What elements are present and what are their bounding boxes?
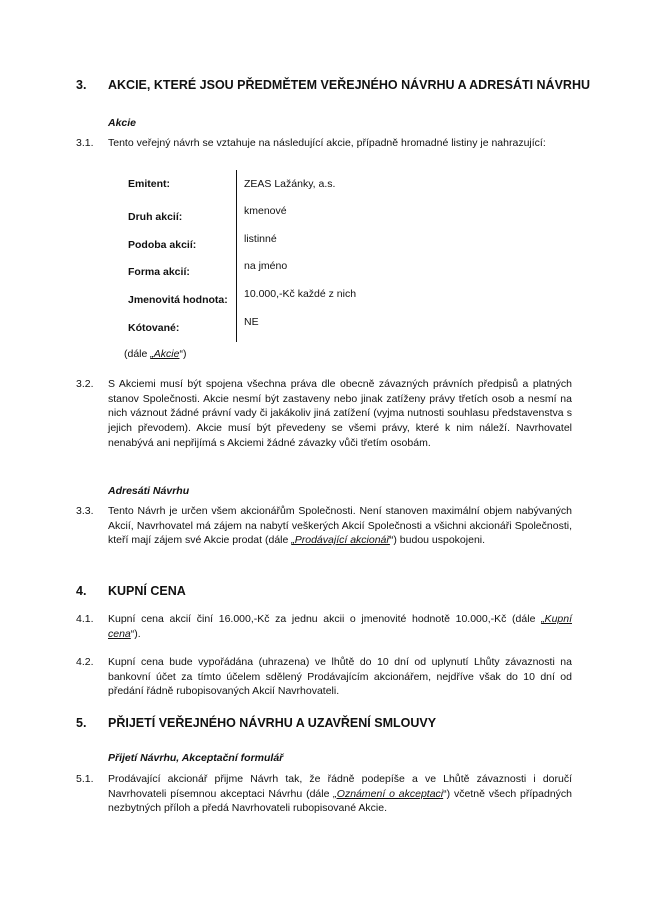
table-value-podoba: listinné (244, 233, 277, 245)
section-4-title: KUPNÍ CENA (108, 584, 186, 598)
section-3-number: 3. (76, 78, 87, 92)
paragraph-4-1-text-b: “). (130, 627, 141, 640)
paragraph-4-1-text (108, 612, 572, 641)
subheading-akcie: Akcie (108, 117, 137, 129)
paragraph-3-3-text (108, 504, 572, 548)
paragraph-4-2 (76, 655, 572, 699)
paragraph-5-1-text-b: “) včetně všech případných nezbytných příloh a předá Navrhovateli rubopisované Akcie. (108, 787, 573, 815)
paragraph-3-2 (76, 377, 572, 451)
table-value-emitent: ZEAS Lažánky, a.s. (244, 178, 336, 190)
paragraph-3-1 (76, 136, 572, 151)
section-5-number: 5. (76, 716, 87, 730)
table-value-kotovane: NE (244, 316, 259, 328)
paragraph-5-1-text-a: Prodávající akcionář přijme Návrh tak, že řádně podepíše a ve Lhůtě závaznosti i doručí Navrhovateli písemnou akceptaci Návrhu (dále (108, 773, 572, 800)
paragraph-4-2-text: Kupní cena bude vypořádána (uhrazena) ve lhůtě do 10 dní od uplynutí Lhůty závaznosti na bankovní účet za tímto účelem sdělený Prodávajícím akcionářem, nejdříve však do 10 dní od předání řádně rubopisovaných Akcií Navrhovateli. (108, 656, 572, 698)
paragraph-3-3-text-b: “) budou uspokojeni. (389, 534, 486, 547)
paragraph-4-1-number: 4.1. (76, 613, 94, 625)
table-label-jmenovita: Jmenovitá hodnota: (128, 294, 228, 306)
paragraph-5-1-number: 5.1. (76, 773, 94, 785)
section-4-number: 4. (76, 584, 87, 598)
section-3-title: AKCIE, KTERÉ JSOU PŘEDMĚTEM VEŘEJNÉHO NÁVRHU A ADRESÁTI NÁVRHU (108, 78, 590, 92)
paragraph-3-2-text: S Akciemi musí být spojena všechna práva dle obecně závazných právních předpisů a platných stanov Společnosti. Akcie nesmí být zastaveny nebo jinak zatíženy právy třetích osob a nesmí na nich váznout žádné právní vady či jakákoliv jiná zatížení (vyjma nutnosti souhlasu představenstva s jejich převodem). Akcie musí být převedeny se všemi právy, které k nim náleží. Navrhovatel nenabývá ani nepřijímá s Akciemi žádné závazky vůči třetím osobám. (108, 378, 572, 449)
paragraph-4-1 (76, 612, 572, 641)
table-label-kotovane: Kótované: (128, 322, 180, 334)
table-label-podoba: Podoba akcií: (128, 239, 197, 251)
table-label-emitent: Emitent: (128, 178, 170, 190)
paragraph-3-3-term: „Prodávající akcionář (291, 534, 390, 547)
dale-akcie-note (124, 348, 186, 360)
paragraph-4-1-term: „Kupní cena (108, 613, 572, 640)
paragraph-3-3-number: 3.3. (76, 505, 94, 517)
table-label-forma: Forma akcií: (128, 266, 190, 278)
paragraph-3-1-number: 3.1. (76, 137, 94, 149)
paragraph-5-1 (76, 772, 572, 816)
subheading-adresati: Adresáti Návrhu (108, 485, 190, 497)
table-label-druh: Druh akcií: (128, 211, 183, 223)
table-value-jmenovita: 10.000,-Kč každé z nich (244, 288, 357, 300)
paragraph-4-1-text-a: Kupní cena akcií činí 16.000,-Kč za jednu akcii o jmenovité hodnotě 10.000,-Kč (dále (108, 613, 542, 625)
dale-prefix: (dále (124, 348, 151, 360)
paragraph-4-2-number: 4.2. (76, 656, 94, 668)
table-value-druh: kmenové (244, 205, 287, 217)
paragraph-3-2-number: 3.2. (76, 378, 94, 390)
dale-term: „Akcie (150, 348, 180, 360)
paragraph-5-1-text (108, 772, 572, 816)
paragraph-5-1-term: „Oznámení o akceptaci (333, 787, 444, 800)
section-5-title: PŘIJETÍ VEŘEJNÉHO NÁVRHU A UZAVŘENÍ SMLOUVY (108, 716, 437, 730)
paragraph-3-3-text-a: Tento Návrh je určen všem akcionářům Společnosti. Není stanoven maximální objem nabývaných Akcií, Navrhovatel má zájem na nabytí veškerých Akcií Společnosti a všichni akcionáři Společnosti, kteří mají zájem své Akcie prodat (dále (108, 505, 572, 547)
subheading-prijeti: Přijetí Návrhu, Akceptační formulář (108, 752, 284, 764)
dale-suffix: “) (179, 348, 187, 360)
paragraph-3-3 (76, 504, 572, 548)
table-divider (236, 170, 237, 342)
table-value-forma: na jméno (244, 260, 288, 272)
shares-table (108, 170, 408, 342)
paragraph-3-1-text: Tento veřejný návrh se vztahuje na následující akcie, případně hromadné listiny je nahrazující: (108, 137, 546, 149)
